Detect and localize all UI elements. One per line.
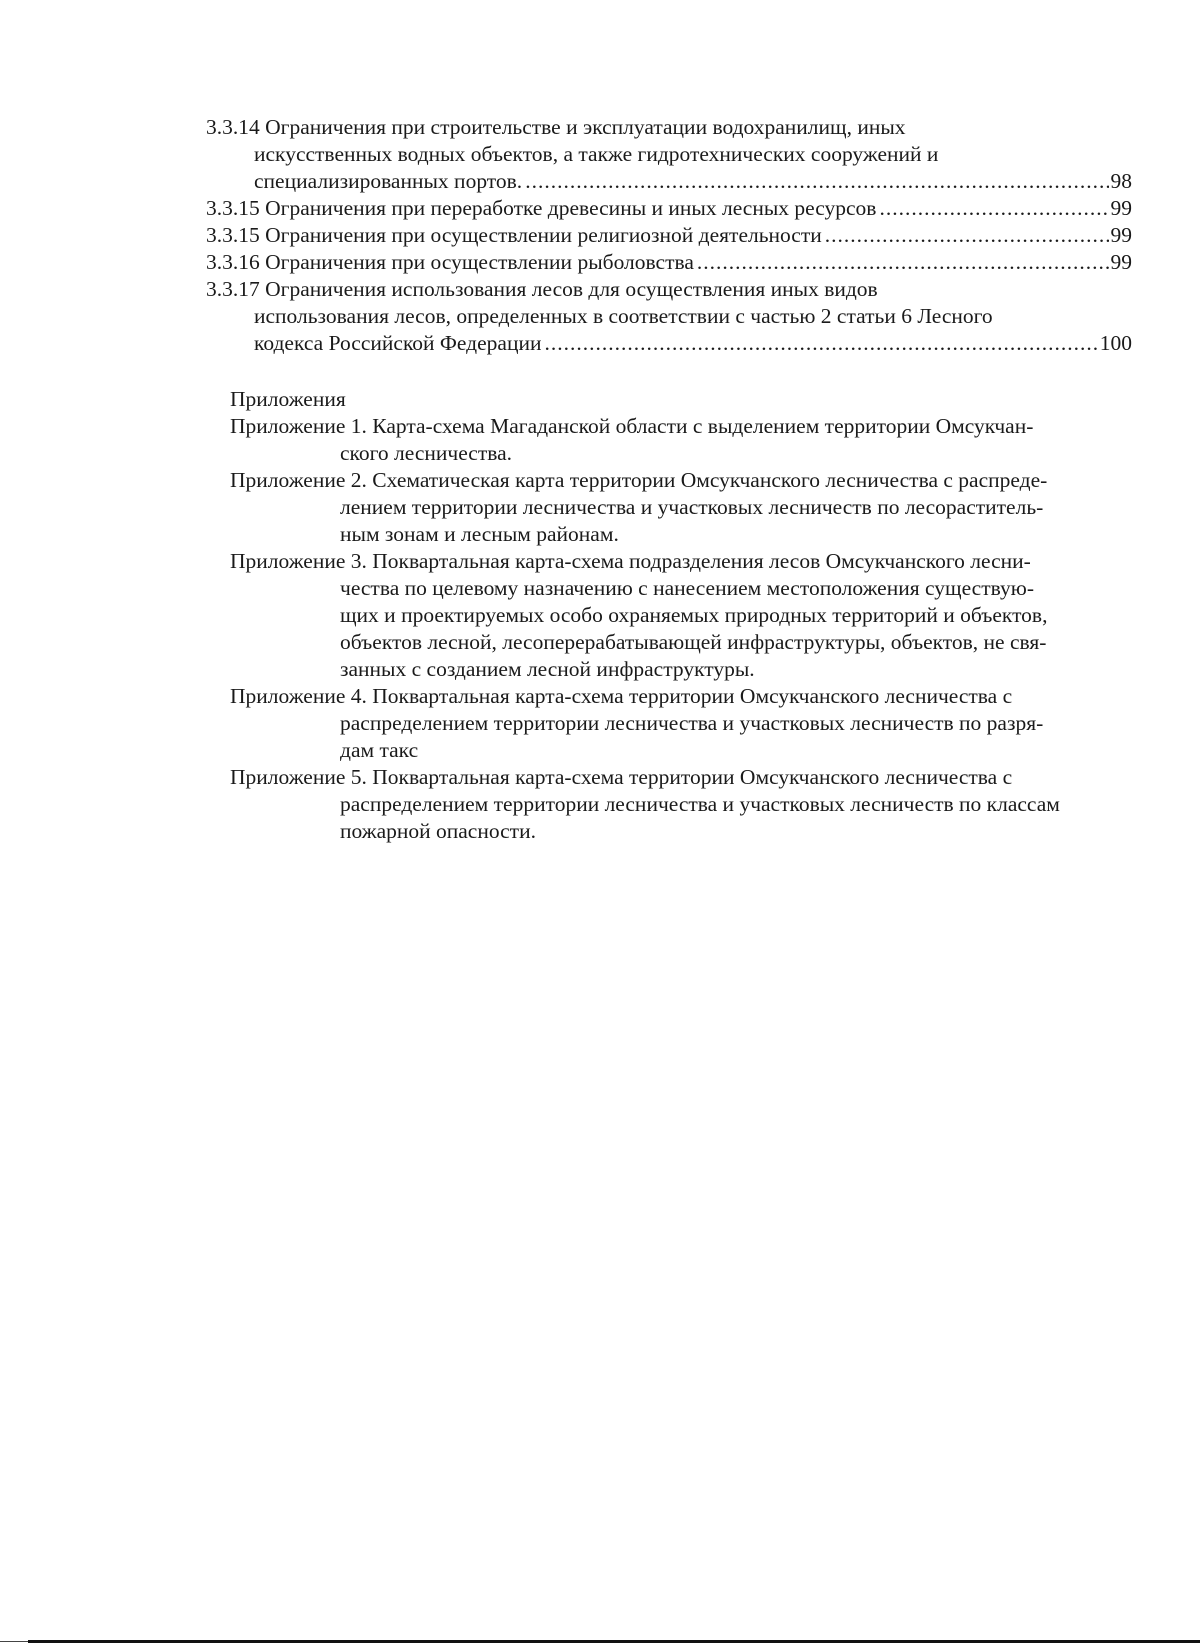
toc-entry-line [206,114,1132,141]
toc-entry-text: кодекса Российской Федерации [254,331,542,355]
appendix-line: объектов лесной, лесоперерабатывающей инфраструктуры, объектов, не свя- [340,630,1047,654]
appendix-line: Приложение 5. Поквартальная карта-схема территории Омсукчанского лесничества с [230,765,1013,789]
appendix-line: ным зонам и лесным районам. [340,522,619,546]
toc-leader-dots [697,249,1109,276]
appendix-line: распределением территории лесничества и участковых лесничеств по классам [340,792,1060,816]
toc-page-number: 100 [1099,331,1132,355]
appendix-line: пожарной опасности. [340,819,536,843]
toc-entry-text: специализированных портов. [254,169,523,193]
appendix-line: распределением территории лесничества и участковых лесничеств по разря- [340,711,1044,735]
appendix-line: Приложение 3. Поквартальная карта-схема подразделения лесов Омсукчанского лесни- [230,549,1031,573]
toc-entry [206,222,1132,249]
toc-page-number: 98 [1110,169,1132,193]
toc-entry-line [206,168,1132,195]
appendix-line: Приложение 2. Схематическая карта территории Омсукчанского лесничества с распреде- [230,468,1048,492]
toc-entry-line [206,141,1132,168]
toc-entry [206,249,1132,276]
appendix-line: чества по целевому назначению с нанесением местоположения существую- [340,576,1034,600]
toc-entry [206,276,1132,357]
toc-entry-line [206,330,1132,357]
toc-entry-line [206,276,1132,303]
toc-entry-line [206,222,1132,249]
appendix-line: Приложение 1. Карта-схема Магаданской области с выделением территории Омсукчан- [230,414,1034,438]
toc-entry-text: 3.3.16 Ограничения при осуществлении рыболовства [206,250,694,274]
appendix-item [230,467,1132,548]
appendix-item [230,764,1132,845]
appendix-line: лением территории лесничества и участковых лесничеств по лесораститель- [340,495,1044,519]
appendix-item [230,548,1132,683]
toc-leader-dots [525,168,1108,195]
appendices-list [230,386,1132,845]
toc-entry-text: 3.3.14 Ограничения при строительстве и эксплуатации водохранилищ, иных [206,115,906,139]
toc-entry-text: использования лесов, определенных в соответствии с частью 2 статьи 6 Лесного [254,304,993,328]
toc-leader-dots [879,195,1108,222]
appendices-heading: Приложения [230,387,346,411]
toc-entry-text: искусственных водных объектов, а также гидротехнических сооружений и [254,142,939,166]
toc-entry-line [206,303,1132,330]
appendix-line: ского лесничества. [340,441,513,465]
appendix-item [230,683,1132,764]
toc-page-number: 99 [1110,196,1132,220]
toc-page-number: 99 [1110,223,1132,247]
appendix-line: Приложение 4. Поквартальная карта-схема территории Омсукчанского лесничества с [230,684,1013,708]
toc-entry-text: 3.3.15 Ограничения при переработке древесины и иных лесных ресурсов [206,196,877,220]
toc-entry-text: 3.3.17 Ограничения использования лесов для осуществления иных видов [206,277,878,301]
toc-entry-line [206,195,1132,222]
toc-entry [206,114,1132,195]
footer-rule [28,1640,1200,1643]
toc-entry [206,195,1132,222]
toc-leader-dots [825,222,1109,249]
appendix-line: щих и проектируемых особо охраняемых природных территорий и объектов, [340,603,1048,627]
toc-entry-line [206,249,1132,276]
table-of-contents [206,114,1132,357]
appendix-line: дам такс [340,738,419,762]
toc-entry-text: 3.3.15 Ограничения при осуществлении религиозной деятельности [206,223,822,247]
toc-page-number: 99 [1110,250,1132,274]
appendix-item [230,413,1132,467]
footer-rule-left [0,1641,28,1642]
toc-leader-dots [544,330,1097,357]
appendix-line: занных с созданием лесной инфраструктуры. [340,657,755,681]
